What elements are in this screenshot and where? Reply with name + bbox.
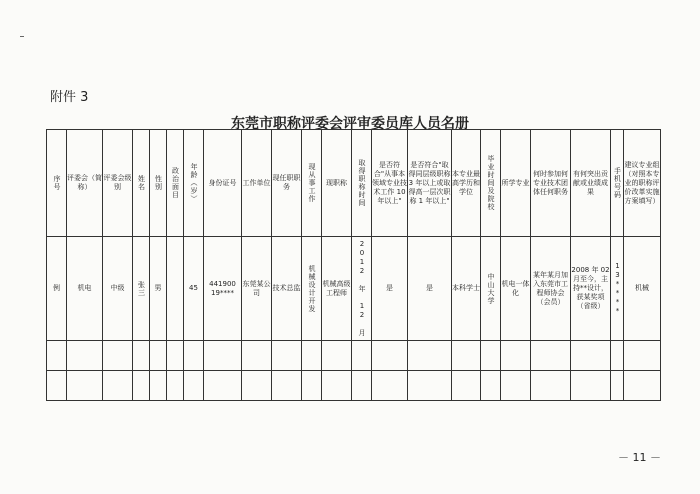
header-cell xyxy=(150,130,167,237)
vertical-text: 毕业时间及院校 xyxy=(487,155,495,211)
empty-cell xyxy=(204,341,242,371)
cell: 机电一体化 xyxy=(501,237,531,341)
cell: 是 xyxy=(408,237,452,341)
document-title: 东莞市职称评委会评审委员库人员名册 xyxy=(231,116,469,132)
empty-cell xyxy=(531,341,571,371)
header-cell xyxy=(133,130,150,237)
empty-cell xyxy=(322,341,352,371)
empty-cell xyxy=(242,341,272,371)
empty-cell xyxy=(133,341,150,371)
page-number: － 11 － xyxy=(618,451,661,464)
empty-cell xyxy=(150,371,167,401)
cell: 441900 19**** xyxy=(204,237,242,341)
empty-cell xyxy=(103,371,133,401)
empty-cell xyxy=(452,371,481,401)
empty-cell xyxy=(481,341,501,371)
vertical-text: 张三 xyxy=(137,280,146,297)
cell: 东莞某公司 xyxy=(242,237,272,341)
header-cell: 建议专业组（对照本专业的职称评价改革实施方案填写） xyxy=(624,130,661,237)
cell xyxy=(167,237,184,341)
annex-label: 附件 3 xyxy=(50,90,89,105)
empty-cell xyxy=(481,371,501,401)
empty-cell xyxy=(408,371,452,401)
empty-cell xyxy=(408,341,452,371)
header-cell: 是否符合"从事本领域专业技术工作 10 年以上" xyxy=(372,130,408,237)
header-cell xyxy=(167,130,184,237)
empty-cell xyxy=(47,341,67,371)
header-cell xyxy=(481,130,501,237)
vertical-text: 序号 xyxy=(53,175,61,191)
empty-cell xyxy=(352,341,372,371)
vertical-text: 年龄（岁） xyxy=(190,163,198,203)
empty-cell xyxy=(372,341,408,371)
header-cell xyxy=(184,130,204,237)
vertical-text: 政治面目 xyxy=(171,167,180,199)
empty-cell xyxy=(167,371,184,401)
cell: 男 xyxy=(150,237,167,341)
empty-cell xyxy=(167,341,184,371)
vertical-text: 机械设计开发 xyxy=(308,264,316,313)
empty-cell xyxy=(531,371,571,401)
example-row xyxy=(47,237,661,341)
empty-cell xyxy=(452,341,481,371)
header-cell: 身份证号 xyxy=(204,130,242,237)
committee-roster-table xyxy=(46,129,661,401)
corner-mark xyxy=(20,36,24,37)
header-cell: 现任职职务 xyxy=(272,130,302,237)
empty-cell xyxy=(103,341,133,371)
blank-row xyxy=(47,371,661,401)
vertical-text: 手机号码 xyxy=(613,167,622,199)
empty-cell xyxy=(150,341,167,371)
empty-cell xyxy=(571,341,611,371)
empty-cell xyxy=(272,371,302,401)
cell: 机械高级工程师 xyxy=(322,237,352,341)
empty-cell xyxy=(184,371,204,401)
header-row xyxy=(47,130,661,237)
empty-cell xyxy=(352,371,372,401)
cell: 本科学士 xyxy=(452,237,481,341)
cell: 例 xyxy=(47,237,67,341)
empty-cell xyxy=(302,371,322,401)
header-cell xyxy=(352,130,372,237)
header-cell: 工作单位 xyxy=(242,130,272,237)
header-cell xyxy=(302,130,322,237)
cell: 2008 年 02 月至今，主持**设计，获某奖项（省级） xyxy=(571,237,611,341)
header-cell xyxy=(611,130,624,237)
empty-cell xyxy=(242,371,272,401)
empty-cell xyxy=(372,371,408,401)
empty-cell xyxy=(501,341,531,371)
header-cell xyxy=(47,130,67,237)
cell: 45 xyxy=(184,237,204,341)
cell xyxy=(352,237,372,341)
empty-cell xyxy=(611,371,624,401)
header-cell: 评委会（简称） xyxy=(67,130,103,237)
cell xyxy=(611,237,624,341)
empty-cell xyxy=(133,371,150,401)
header-cell: 评委会级别 xyxy=(103,130,133,237)
cell: 是 xyxy=(372,237,408,341)
cell: 中级 xyxy=(103,237,133,341)
cell xyxy=(481,237,501,341)
vertical-text: 姓名 xyxy=(137,175,146,191)
header-cell: 是否符合"取得同层级职称 3 年以上或取得高一层次职称 1 年以上" xyxy=(408,130,452,237)
vertical-text: 中山大学 xyxy=(487,272,495,305)
cell: 某年某月加入东莞市工程师协会（会员） xyxy=(531,237,571,341)
cell xyxy=(133,237,150,341)
vertical-text: 取得职称时间 xyxy=(358,159,366,207)
empty-cell xyxy=(184,341,204,371)
empty-cell xyxy=(322,371,352,401)
cell: 技术总监 xyxy=(272,237,302,341)
empty-cell xyxy=(204,371,242,401)
header-cell: 现职称 xyxy=(322,130,352,237)
empty-cell xyxy=(302,341,322,371)
header-cell: 本专业最高学历和学位 xyxy=(452,130,481,237)
header-cell: 所学专业 xyxy=(501,130,531,237)
header-cell: 何时参加何专业技术团体任何职务 xyxy=(531,130,571,237)
vertical-text: 性别 xyxy=(154,175,163,191)
cell: 机械 xyxy=(624,237,661,341)
empty-cell xyxy=(611,341,624,371)
empty-cell xyxy=(571,371,611,401)
empty-cell xyxy=(501,371,531,401)
cell: 机电 xyxy=(67,237,103,341)
vertical-text: 现从事工作 xyxy=(308,163,316,203)
blank-row xyxy=(47,341,661,371)
empty-cell xyxy=(272,341,302,371)
empty-cell xyxy=(67,341,103,371)
empty-cell xyxy=(47,371,67,401)
header-cell: 有何突出贡献或业绩成果 xyxy=(571,130,611,237)
empty-cell xyxy=(624,341,661,371)
vertical-text: 2012 年 12 月 xyxy=(358,240,366,337)
empty-cell xyxy=(624,371,661,401)
cell xyxy=(302,237,322,341)
vertical-text: 13**** xyxy=(613,261,622,316)
empty-cell xyxy=(67,371,103,401)
